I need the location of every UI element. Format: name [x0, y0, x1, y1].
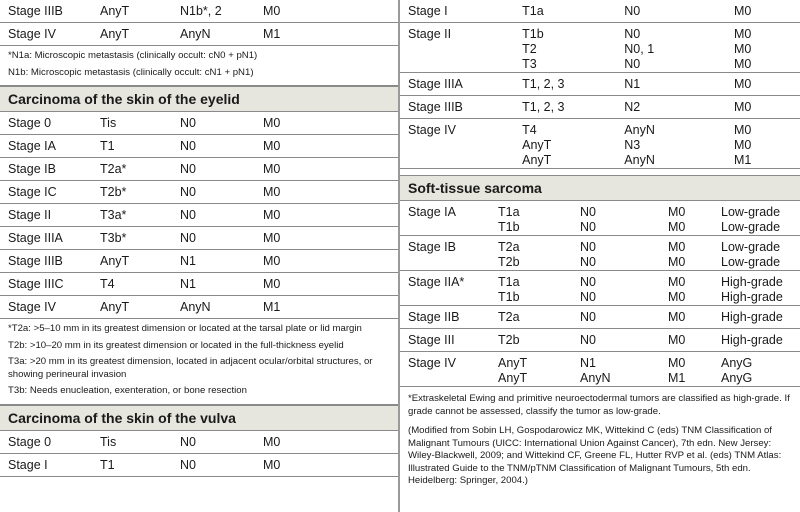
- t-cell: [498, 352, 580, 387]
- n-cell: [180, 273, 263, 296]
- n-cell: [180, 158, 263, 181]
- t-cell: [100, 453, 180, 476]
- table-row: [0, 431, 398, 454]
- m-cell: [263, 296, 398, 319]
- cell-line: M0: [733, 4, 752, 18]
- cell-line: AnyT: [498, 371, 528, 385]
- cell-line: N0: [624, 4, 641, 18]
- t-cell: [498, 201, 580, 236]
- m-cell: [734, 73, 800, 96]
- t-cell: [100, 135, 180, 158]
- cell-line: M0: [668, 310, 686, 324]
- t-cell: [498, 306, 580, 329]
- cell-line: M0: [668, 205, 686, 219]
- cell-line: M0: [263, 434, 281, 449]
- t-cell: [100, 0, 180, 23]
- stage-cell: Stage IA: [0, 135, 100, 158]
- vulva-table: [0, 431, 398, 477]
- cell-line: T4: [100, 277, 115, 291]
- table-row: [0, 23, 398, 46]
- footnote: *N1a: Microscopic metastasis (clinically occult: cN0 + pN1): [8, 50, 258, 61]
- t-cell: [522, 23, 624, 73]
- cell-line: N3: [624, 138, 641, 152]
- cell-line: N0: [180, 434, 196, 449]
- m-cell: [263, 227, 398, 250]
- cell-line: N0: [580, 310, 596, 324]
- n-cell: [624, 73, 734, 96]
- table-row: [0, 296, 398, 319]
- stage-cell: Stage IV: [400, 119, 522, 169]
- cell-line: N1: [624, 77, 641, 91]
- cell-line: High-grade: [721, 290, 783, 304]
- grade-cell: [721, 201, 800, 236]
- sarcoma-notes: [400, 387, 800, 497]
- cell-line: M0: [733, 42, 752, 56]
- stage-cell: Stage I: [0, 453, 100, 476]
- n-cell: [180, 181, 263, 204]
- footnote: T3a: >20 mm in its greatest dimension, located in adjacent ocular/orbital structures, or showing perineural invasion: [8, 356, 373, 380]
- cell-line: AnyN: [180, 300, 211, 314]
- cell-line: N0: [180, 231, 196, 245]
- cell-line: N0: [624, 27, 641, 41]
- cell-line: AnyT: [100, 27, 130, 41]
- grade-cell: [721, 352, 800, 387]
- m-cell: [668, 329, 721, 352]
- stage-cell: Stage IIIB: [0, 250, 100, 273]
- cell-line: AnyN: [580, 371, 611, 385]
- cell-line: M0: [733, 100, 752, 114]
- footnote: *Extraskeletal Ewing and primitive neuroectodermal tumors are classified as high-grade. If grade cannot be assessed, classify the tumor as low-grade.: [408, 393, 790, 417]
- n-cell: [180, 135, 263, 158]
- left-top-table: [0, 0, 398, 46]
- n-cell: [580, 236, 668, 271]
- stage-cell: Stage IIIA: [400, 73, 522, 96]
- n-cell: [180, 296, 263, 319]
- stage-cell: Stage IC: [0, 181, 100, 204]
- cell-line: N0: [180, 185, 196, 199]
- cell-line: M0: [668, 290, 686, 304]
- cell-line: T1, 2, 3: [522, 100, 565, 114]
- footnote: N1b: Microscopic metastasis (clinically occult: cN1 + pN1): [8, 66, 254, 78]
- cell-line: Low-grade: [721, 205, 781, 219]
- n-cell: [180, 112, 263, 135]
- n-cell: [580, 329, 668, 352]
- cell-line: M0: [263, 254, 281, 268]
- footnote: T2b: >10–20 mm in its greatest dimension or located in the full-thickness eyelid: [8, 339, 344, 351]
- grade-cell: [721, 306, 800, 329]
- eyelid-notes: [0, 319, 398, 405]
- stage-cell: Stage IIB: [400, 306, 498, 329]
- table-row: [400, 0, 800, 23]
- n-cell: [580, 271, 668, 306]
- cell-line: T1a: [522, 4, 544, 18]
- stage-cell: Stage III: [400, 329, 498, 352]
- cell-line: M1: [733, 153, 752, 167]
- cell-line: AnyG: [721, 371, 753, 385]
- t-cell: [522, 96, 624, 119]
- cell-line: T2a: [498, 310, 520, 324]
- cell-line: N1: [180, 254, 196, 268]
- t-cell: [100, 181, 180, 204]
- stage-cell: Stage IIIC: [0, 273, 100, 296]
- footnote: (Modified from Sobin LH, Gospodarowicz MK, Wittekind C (eds) TNM Classification of Malignant Tumours (UICC: International Union Against Cancer), 7th edn. New Jersey: Wiley-Blackwell, 2009; and Wittekind CF, Greene FL, Hutter RVP et al. (eds) TNM Atlas: Illustrated Guide to the TNM/pTNM Classification of Malignant Tumours, 5th edn. Heidelberg: Springer, 2004.): [408, 425, 782, 486]
- cell-line: High-grade: [721, 310, 783, 324]
- cell-line: N0: [580, 240, 596, 254]
- cell-line: T1b: [522, 27, 544, 41]
- m-cell: [263, 250, 398, 273]
- m-cell: [668, 236, 721, 271]
- cell-line: T3a*: [100, 208, 127, 222]
- cell-line: T3b*: [100, 231, 127, 245]
- m-cell: [263, 0, 398, 23]
- cell-line: T2b: [498, 333, 520, 347]
- cell-line: T1a: [498, 205, 520, 219]
- table-row: [0, 227, 398, 250]
- footnote: *T2a: >5–10 mm in its greatest dimension or located at the tarsal plate or lid margin: [8, 323, 362, 334]
- stage-cell: Stage IIIB: [0, 0, 100, 23]
- grade-cell: [721, 271, 800, 306]
- cell-line: M0: [668, 255, 686, 269]
- n-cell: [180, 204, 263, 227]
- n-cell: [180, 227, 263, 250]
- cell-line: N0: [180, 116, 196, 130]
- m-cell: [263, 135, 398, 158]
- cell-line: T3: [522, 57, 537, 71]
- left-column: [0, 0, 398, 477]
- t-cell: [498, 329, 580, 352]
- table-row: [0, 0, 398, 23]
- stage-cell: Stage IIIB: [400, 96, 522, 119]
- cell-line: M0: [668, 356, 686, 370]
- cell-line: N0, 1: [624, 42, 655, 56]
- cell-line: M0: [263, 277, 281, 291]
- cell-line: M1: [263, 27, 281, 41]
- cell-line: T1: [100, 139, 115, 153]
- cell-line: M0: [263, 457, 281, 472]
- t-cell: [100, 23, 180, 46]
- table-row: [400, 119, 800, 169]
- n-cell: [624, 119, 734, 169]
- t-cell: [100, 112, 180, 135]
- right-top-table: [400, 0, 800, 169]
- stage-cell: Stage IV: [0, 296, 100, 319]
- table-row: [0, 181, 398, 204]
- t-cell: [100, 296, 180, 319]
- cell-line: N1b*, 2: [180, 4, 222, 18]
- cell-line: AnyT: [498, 356, 528, 370]
- cell-line: T2b*: [100, 185, 127, 199]
- cell-line: M0: [263, 231, 281, 245]
- eyelid-table: [0, 112, 398, 319]
- table-row: [0, 250, 398, 273]
- table-row: [400, 329, 800, 352]
- cell-line: T2a: [498, 240, 520, 254]
- t-cell: [498, 236, 580, 271]
- cell-line: M0: [733, 138, 752, 152]
- n-cell: [624, 96, 734, 119]
- cell-line: M0: [668, 240, 686, 254]
- m-cell: [668, 352, 721, 387]
- stage-cell: Stage IV: [400, 352, 498, 387]
- footnote: T3b: Needs enucleation, exenteration, or bone resection: [8, 385, 247, 396]
- m-cell: [668, 306, 721, 329]
- table-row: [0, 158, 398, 181]
- stage-cell: Stage IV: [0, 23, 100, 46]
- stage-cell: Stage II: [0, 204, 100, 227]
- stage-cell: Stage 0: [0, 112, 100, 135]
- cell-line: T2a*: [100, 162, 127, 176]
- cell-line: N1: [180, 277, 196, 291]
- cell-line: N0: [580, 205, 596, 219]
- cell-line: N0: [580, 333, 596, 347]
- t-cell: [100, 431, 180, 454]
- cell-line: M0: [263, 185, 281, 199]
- cell-line: M0: [733, 57, 752, 71]
- m-cell: [263, 204, 398, 227]
- cell-line: M0: [263, 208, 281, 222]
- cell-line: Tis: [100, 434, 117, 449]
- stage-cell: Stage IB: [400, 236, 498, 271]
- n-cell: [180, 250, 263, 273]
- grade-cell: [721, 236, 800, 271]
- m-cell: [263, 181, 398, 204]
- cell-line: Low-grade: [721, 255, 781, 269]
- cell-line: N1: [580, 356, 596, 370]
- cell-line: M0: [263, 4, 281, 18]
- cell-line: M0: [733, 27, 752, 41]
- grade-cell: [721, 329, 800, 352]
- cell-line: M0: [263, 139, 281, 153]
- table-row: [400, 201, 800, 236]
- t-cell: [522, 73, 624, 96]
- cell-line: M0: [263, 116, 281, 130]
- m-cell: [668, 201, 721, 236]
- n-cell: [180, 431, 263, 454]
- cell-line: High-grade: [721, 333, 783, 347]
- t-cell: [498, 271, 580, 306]
- stage-cell: Stage I: [400, 0, 522, 23]
- t-cell: [522, 0, 624, 23]
- n-cell: [580, 306, 668, 329]
- cell-line: AnyN: [180, 27, 211, 41]
- n-cell: [580, 352, 668, 387]
- n-cell: [624, 0, 734, 23]
- cell-line: N0: [180, 139, 196, 153]
- cell-line: M1: [668, 371, 686, 385]
- cell-line: T1: [100, 457, 115, 472]
- t-cell: [100, 250, 180, 273]
- table-row: [400, 23, 800, 73]
- cell-line: T1b: [498, 290, 520, 304]
- cell-line: M0: [263, 162, 281, 176]
- n-cell: [180, 0, 263, 23]
- table-row: [400, 96, 800, 119]
- m-cell: [263, 112, 398, 135]
- table-row: [400, 271, 800, 306]
- t-cell: [100, 158, 180, 181]
- cell-line: T2: [522, 42, 537, 56]
- m-cell: [263, 453, 398, 476]
- n-cell: [624, 23, 734, 73]
- cell-line: M0: [733, 77, 752, 91]
- cell-line: Low-grade: [721, 240, 781, 254]
- cell-line: N0: [580, 275, 596, 289]
- cell-line: T1b: [498, 220, 520, 234]
- cell-line: M0: [733, 123, 752, 137]
- cell-line: Low-grade: [721, 220, 781, 234]
- m-cell: [263, 273, 398, 296]
- t-cell: [100, 273, 180, 296]
- table-row: [400, 352, 800, 387]
- cell-line: AnyT: [522, 138, 552, 152]
- m-cell: [734, 119, 800, 169]
- right-column: [400, 0, 800, 497]
- m-cell: [668, 271, 721, 306]
- cell-line: N0: [180, 457, 196, 472]
- stage-cell: Stage IIIA: [0, 227, 100, 250]
- sarcoma-section-title: Soft-tissue sarcoma: [400, 175, 800, 201]
- m-cell: [263, 431, 398, 454]
- cell-line: N0: [580, 220, 596, 234]
- m-cell: [263, 23, 398, 46]
- t-cell: [100, 227, 180, 250]
- cell-line: M0: [668, 275, 686, 289]
- cell-line: AnyT: [522, 153, 552, 167]
- cell-line: N2: [624, 100, 641, 114]
- cell-line: AnyT: [100, 4, 130, 18]
- cell-line: Tis: [100, 116, 117, 130]
- table-row: [400, 236, 800, 271]
- cell-line: High-grade: [721, 275, 783, 289]
- table-row: [400, 306, 800, 329]
- cell-line: AnyN: [624, 123, 655, 137]
- stage-cell: Stage IB: [0, 158, 100, 181]
- table-row: [0, 273, 398, 296]
- n-cell: [580, 201, 668, 236]
- m-cell: [263, 158, 398, 181]
- m-cell: [734, 96, 800, 119]
- sarcoma-table: [400, 201, 800, 387]
- cell-line: AnyT: [100, 300, 130, 314]
- cell-line: T4: [522, 123, 537, 137]
- cell-line: T2b: [498, 255, 520, 269]
- left-top-notes: [0, 46, 398, 86]
- vulva-section-title: Carcinoma of the skin of the vulva: [0, 405, 398, 431]
- cell-line: N0: [180, 208, 196, 222]
- cell-line: T1, 2, 3: [522, 77, 565, 91]
- cell-line: M1: [263, 300, 281, 314]
- table-row: [0, 453, 398, 476]
- cell-line: N0: [624, 57, 641, 71]
- cell-line: M0: [668, 333, 686, 347]
- table-row: [0, 135, 398, 158]
- cell-line: N0: [580, 255, 596, 269]
- m-cell: [734, 23, 800, 73]
- n-cell: [180, 23, 263, 46]
- cell-line: AnyN: [624, 153, 655, 167]
- cell-line: AnyG: [721, 356, 753, 370]
- stage-cell: Stage IIA*: [400, 271, 498, 306]
- stage-cell: Stage IA: [400, 201, 498, 236]
- eyelid-section-title: Carcinoma of the skin of the eyelid: [0, 86, 398, 112]
- cell-line: N0: [580, 290, 596, 304]
- table-row: [0, 204, 398, 227]
- cell-line: AnyT: [100, 254, 130, 268]
- t-cell: [522, 119, 624, 169]
- t-cell: [100, 204, 180, 227]
- cell-line: M0: [668, 220, 686, 234]
- table-row: [0, 112, 398, 135]
- cell-line: T1a: [498, 275, 520, 289]
- cell-line: N0: [180, 162, 196, 176]
- stage-cell: Stage II: [400, 23, 522, 73]
- n-cell: [180, 453, 263, 476]
- stage-cell: Stage 0: [0, 431, 100, 454]
- m-cell: [734, 0, 800, 23]
- table-row: [400, 73, 800, 96]
